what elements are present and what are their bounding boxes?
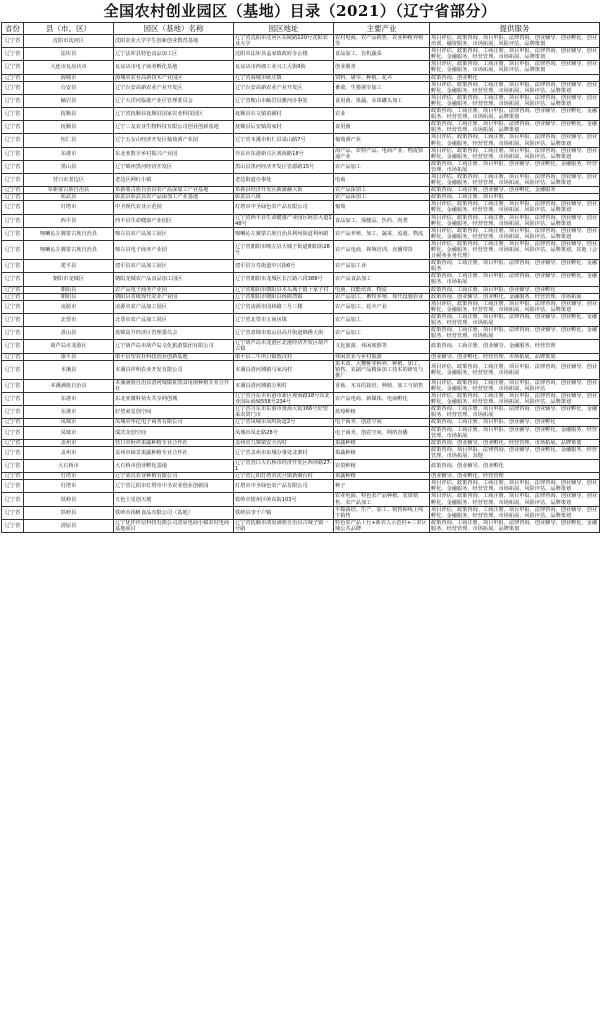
park-name-cell: 辽宁五女山经济开发区葡萄酒产业园 xyxy=(114,134,234,147)
table-row xyxy=(2,240,600,259)
park-name-cell: 喀左县电子商务产业园 xyxy=(114,240,234,259)
county-cell: 凤城市 xyxy=(24,426,114,439)
table-row xyxy=(2,406,600,419)
services-cell: 项目评估、政策咨询、工商注册、项目申报、法律咨询、创业辅导、创业孵化、金融服务、经营管理、市场拓展、风险评估、品牌策划 xyxy=(430,493,600,506)
province-cell: 辽宁省 xyxy=(2,227,24,240)
province-cell: 辽宁省 xyxy=(2,147,24,160)
county-cell: 朝阳市龙城区 xyxy=(24,273,114,286)
services-cell: 政策咨询、工商注册、项目申报、创业辅导、创业孵化 xyxy=(430,286,600,293)
park-name-cell: 沈阳农业大学学生创新创业教育基地 xyxy=(114,35,234,48)
county-cell: 朝阳县 xyxy=(24,293,114,300)
county-cell: 盘山县 xyxy=(24,327,114,340)
services-cell: 政策咨询、工商注册、项目申报 xyxy=(430,194,600,201)
services-cell: 项目评估、政策咨询、工商注册、项目申报、法律咨询、创业辅导、创业孵化、金融服务、经营管理、市场拓展、风险评估、品牌策划 xyxy=(430,201,600,214)
services-cell: 项目评估、政策咨询、工商注册、项目申报、法律咨询、创业辅导、创业孵化、金融服务、经营管理、市场拓展、品牌策划 xyxy=(430,48,600,61)
table-row xyxy=(2,74,600,81)
address-cell: 盖州市九寨镇安全沟村 xyxy=(234,439,334,446)
address-cell: 抚顺县石文镇苗圃村 xyxy=(234,108,334,121)
address-cell: 本溪县清河城镇马家沟村 xyxy=(234,360,334,379)
park-name-cell: 彰武县彰武县农产品深加工产业基地 xyxy=(114,194,234,201)
services-cell: 项目评估、政策咨询、工商注册、项目申报、法律咨询、创业辅导、创业孵化、金融服务、经营管理、市场拓展、风险评估、品牌策划 xyxy=(430,147,600,160)
table-row xyxy=(2,293,600,300)
address-cell: 丹东市东港新兴区观海路18号 xyxy=(234,147,334,160)
services-cell: 政策咨询、工商注册、项目申报、法律咨询、创业辅导、创业孵化、金融服务、经营管理、市场拓展、品牌策划 xyxy=(430,121,600,134)
province-cell: 辽宁省 xyxy=(2,519,24,532)
table-row xyxy=(2,194,600,201)
services-cell: 政策咨询、创业辅导、创业孵化 xyxy=(430,460,600,473)
province-cell: 辽宁省 xyxy=(2,74,24,81)
address-cell: 辽宁省海城市耿庄镇 xyxy=(234,74,334,81)
table-row xyxy=(2,480,600,493)
address-cell: 本溪县清河城镇万利村 xyxy=(234,379,334,392)
industry-cell: 农产品加工、花卉产业 xyxy=(334,300,430,313)
park-name-cell: 中圣现代农业示范园 xyxy=(114,201,234,214)
services-cell: 政策咨询、工商注册、创业辅导、金融服务、经营管理 xyxy=(430,340,600,353)
services-cell: 项目评估、政策咨询、工商注册、项目申报、法律咨询、创业辅导、创业孵化、金融服务、经营管理、市场拓展、风险评估、品牌策划 xyxy=(430,134,600,147)
province-cell: 辽宁省 xyxy=(2,48,24,61)
table-row xyxy=(2,493,600,506)
county-cell: 铁岭县 xyxy=(24,493,114,506)
county-cell: 康平县 xyxy=(24,353,114,360)
industry-cell: 畜禽、生猪屠宰加工 xyxy=(334,81,430,94)
table-row xyxy=(2,35,600,48)
park-name-cell: 本溪满族自治县清河城镇祉凯食用菌种植专业合作社 xyxy=(114,379,234,392)
park-name-cell: 康平县望农社科技创业创新基地 xyxy=(114,353,234,360)
industry-cell: 休闲农业与乡村旅游 xyxy=(334,353,430,360)
table-row xyxy=(2,313,600,326)
column-header: 省份 xyxy=(2,23,24,35)
table-row xyxy=(2,227,600,240)
county-cell: 葫芦岛市龙港区 xyxy=(24,340,114,353)
table-row xyxy=(2,506,600,519)
industry-cell: 食用菌、果蔬、水果罐头加工 xyxy=(334,94,430,107)
industry-cell: 电商 xyxy=(334,173,430,186)
services-cell: 政策咨询、项目申报、法律咨询、创业辅导、创业孵化、金融服务、经营管理、市场拓展、其他 xyxy=(430,446,600,459)
industry-cell: 食品加工、保健品、医药、肉类 xyxy=(334,214,430,227)
address-cell: 辽宁葫芦岛市龙港区北港经济开发区葫芦古镇 xyxy=(234,340,334,353)
services-cell: 政策咨询、工商注册、项目申报、法律咨询、创业辅导、创业孵化、金融服务、经营管理、市场拓展、品牌策划 xyxy=(430,519,600,532)
services-cell: 政策咨询、工商注册、项目申报、法律咨询、创业辅导、创业孵化、金融服务、市场拓展 xyxy=(430,273,600,286)
address-cell: 灯塔市中圣绿色农产品有限公司 xyxy=(234,201,334,214)
address-cell: 辽宁省辽阳灯塔市沈旦镇新烟台村 xyxy=(234,473,334,480)
address-cell: 建平县万寿街道中兴街6号 xyxy=(234,260,334,273)
column-header: 园区地址 xyxy=(234,23,334,35)
county-cell: 凌源市 xyxy=(24,300,114,313)
address-cell: 辽宁省凤城市凤鸣街道2号 xyxy=(234,419,334,426)
table-row xyxy=(2,379,600,392)
table-row xyxy=(2,327,600,340)
park-name-cell: 辽宁大洋河临港产业区管理委员会 xyxy=(114,94,234,107)
county-cell: 朝阳县 xyxy=(24,286,114,293)
province-cell: 辽宁省 xyxy=(2,300,24,313)
county-cell: 灯塔市 xyxy=(24,201,114,214)
park-name-cell: 辽宁省抚顺县抚顺县国家农业科技园区 xyxy=(114,108,234,121)
table-row xyxy=(2,260,600,273)
header-row xyxy=(2,23,600,35)
province-cell: 辽宁省 xyxy=(2,360,24,379)
address-cell: 喀喇沁左翼蒙古族自治县利州街道利州路 xyxy=(234,227,334,240)
services-cell: 项目评估、政策咨询、工商注册、项目申报、法律咨询、创业辅导、创业孵化、金融服务、市场拓展、风险评估、品牌策划 xyxy=(430,61,600,74)
province-cell: 辽宁省 xyxy=(2,108,24,121)
park-name-cell: 建平县农产品加工园区 xyxy=(114,260,234,273)
province-cell: 辽宁省 xyxy=(2,134,24,147)
park-name-cell: 营口市阿祥果蔬种植专业合作社 xyxy=(114,439,234,446)
park-name-cell: 辽宁三友农业生物科技有限公司创业创新基地 xyxy=(114,121,234,134)
address-cell: 辽宁台安高新农业产业开发区 xyxy=(234,81,334,94)
county-cell: 铁岭县 xyxy=(24,506,114,519)
table-row xyxy=(2,134,600,147)
services-cell: 项目评估、政策咨询、工商注册、项目申报、法律咨询、创业辅导、创业孵化、金融服务、经营管理、市场拓展、风险评估、品牌策划 xyxy=(430,480,600,493)
services-cell: 政策咨询、工商注册、项目申报、创业辅导、创业孵化、金融服务、经营管理、市场拓展 xyxy=(430,426,600,439)
county-cell: 阜新蒙古族自治县 xyxy=(24,187,114,194)
table-row xyxy=(2,48,600,61)
park-name-cell: 盖州市绿景果蔬种植专业合作社 xyxy=(114,446,234,459)
address-cell: 辽宁省丹东市东港市新区观海路18号东北亚国际商城558号234号 xyxy=(234,393,334,406)
table-row xyxy=(2,273,600,286)
industry-cell: 食用菌 xyxy=(334,121,430,134)
county-cell: 灯塔市 xyxy=(24,480,114,493)
address-cell: 黑山县黑河经济开发区管源路15号 xyxy=(234,160,334,173)
county-cell: 桓仁县 xyxy=(24,134,114,147)
park-name-cell: 凌源市农产品加工园区 xyxy=(114,300,234,313)
services-cell: 政策咨询、创业辅导、创业孵化、金融服务、经营管理、市场拓展 xyxy=(430,293,600,300)
province-cell: 辽宁省 xyxy=(2,187,24,194)
column-header: 园区（基地）名称 xyxy=(114,23,234,35)
table-row xyxy=(2,187,600,194)
address-cell: 沈阳市法库县孟家镇政府办公楼 xyxy=(234,48,334,61)
services-cell: 项目评估、政策咨询、工商注册、项目申报、法律咨询、创业辅导、创业孵化、金融服务、经营管理、市场拓展、风险评估、品牌策划 xyxy=(430,393,600,406)
services-cell: 政策咨询、工商注册、项目申报、法律咨询、创业辅导、创业孵化、金融服务、经营管理、市场拓展、品牌策划 xyxy=(430,108,600,121)
industry-cell: 农产品加工 xyxy=(334,313,430,326)
province-cell: 辽宁省 xyxy=(2,173,24,186)
province-cell: 辽宁省 xyxy=(2,35,24,48)
county-cell: 大连市瓦房店市 xyxy=(24,61,114,74)
table-row xyxy=(2,121,600,134)
county-cell: 本溪县 xyxy=(24,360,114,379)
table-row xyxy=(2,360,600,379)
county-cell: 海城市 xyxy=(24,74,114,81)
park-name-cell: 东北亚微科快火共享网创城 xyxy=(114,393,234,406)
province-cell: 辽宁省 xyxy=(2,293,24,300)
industry-cell: 电子商务、创意空间 xyxy=(334,419,430,426)
table-row xyxy=(2,353,600,360)
services-cell: 政策咨询、创业孵化 xyxy=(430,74,600,81)
services-cell: 政策咨询、工商注册、创业辅导、创业孵化、金融服务 xyxy=(430,187,600,194)
industry-cell: 特色农产品上行+新农人示范村+三农区域公共品牌 xyxy=(334,519,430,532)
park-name-cell: 喀左县农产品加工园区 xyxy=(114,227,234,240)
table-row xyxy=(2,419,600,426)
province-cell: 辽宁省 xyxy=(2,94,24,107)
county-cell: 沈阳市沈河区 xyxy=(24,35,114,48)
province-cell: 辽宁省 xyxy=(2,313,24,326)
address-cell: 灯塔市中圣绿色农产品有限公司 xyxy=(234,480,334,493)
industry-cell: 电子商务、创意空间、网络直播 xyxy=(334,426,430,439)
services-cell: 项目评估、政策咨询、工商注册、项目申报、法律咨询、创业辅导、创业孵化、金融服务、经营管理、市场拓展、风险评估、品牌策划 xyxy=(430,214,600,227)
services-cell: 项目评估、政策咨询、工商注册、项目申报、法律咨询、创业辅导、创业孵化、金融服务、经营管理、市场拓展、风险评估、品牌策划 xyxy=(430,94,600,107)
table-row xyxy=(2,519,600,532)
park-name-cell: 海城市农业高新技术产业园区 xyxy=(114,74,234,81)
park-name-cell: 西丰县生命健康产业园区 xyxy=(114,214,234,227)
industry-cell: 平榛栽培、生产、加工、销售和线上线下销售 xyxy=(334,506,430,519)
industry-cell: 农业电商、特色农产品种植、农资销售、农产品加工 xyxy=(334,493,430,506)
services-cell: 创业辅导、创业孵化、经营管理、市场拓展、品牌策划 xyxy=(430,353,600,360)
industry-cell: 果木苗、大樱桃等种养、种植、加工、销售、农副产品精深加工技术的研发与推广 xyxy=(334,360,430,379)
table-row xyxy=(2,473,600,480)
industry-cell: 果蔬种植 xyxy=(334,446,430,459)
province-cell: 辽宁省 xyxy=(2,506,24,519)
address-cell: 辽宁省鞍山市岫岩县雅河办事处 xyxy=(234,94,334,107)
address-cell: 辽宁省营口大石桥市经济开发区西环路27-1 xyxy=(235,460,332,473)
address-cell: 辽宁省朝阳市龙城区长江路六段388号 xyxy=(234,273,334,286)
address-cell: 辽宁省本溪市桓仁县泉山路7号 xyxy=(234,134,334,147)
address-cell: 辽宁省丹东市东港市黄海大街166号好望来农资门市 xyxy=(234,406,334,419)
table-row xyxy=(2,214,600,227)
address-cell: 辽宁省北票市五间房镇 xyxy=(234,313,334,326)
park-name-cell: 瓦房店市电子商务孵化基地 xyxy=(114,61,234,74)
address-cell: 辽宁省西丰县生命健康产业园区阿拉大道148号 xyxy=(235,214,332,227)
province-cell: 辽宁省 xyxy=(2,493,24,506)
park-name-cell: 辽宁省辽阳市灯塔市中圣农业创业创新园 xyxy=(114,480,234,493)
park-name-cell: 辽宁葫芦岛市葫芦岛文化旅游集团有限公司 xyxy=(114,340,234,353)
services-cell: 政策咨询、创业辅导、创业孵化、经营管理、市场拓展、品牌策划 xyxy=(430,439,600,446)
county-cell: 大石桥市 xyxy=(24,460,114,473)
county-cell: 抚顺县 xyxy=(24,108,114,121)
industry-cell: 农产品加工业 xyxy=(334,260,430,273)
table-row xyxy=(2,173,600,186)
industry-cell: 葡萄 xyxy=(334,201,430,214)
county-cell: 北票市 xyxy=(24,313,114,326)
park-name-cell: 五色土星创天地 xyxy=(114,493,234,506)
industry-cell: 果蔬种植 xyxy=(334,473,430,480)
table-row xyxy=(2,81,600,94)
industry-cell: 果蔬种植 xyxy=(334,439,430,446)
park-name-cell: 农产品电子商务产业园 xyxy=(114,286,234,293)
park-name-cell: 辽宁台安高新农业产业开发区 xyxy=(114,81,234,94)
address-cell: 辽宁省盖州市东城办事处北寨村 xyxy=(234,446,334,459)
column-header: 提供服务 xyxy=(430,23,600,35)
services-cell: 政策咨询、工商注册、项目申报、法律咨询、创业辅导、创业孵化、金融服务、经营管理、市场拓展 xyxy=(430,406,600,419)
park-name-cell: 大石桥市创业孵化基地 xyxy=(114,460,234,473)
industry-cell: 农资种植 xyxy=(334,460,430,473)
province-cell: 辽宁省 xyxy=(2,480,24,493)
services-cell: 项目评估、政策咨询、工商注册、项目申报、法律咨询、创业辅导、创业孵化、金融服务、经营管理、市场拓展、风险评估、品牌策划 xyxy=(430,81,600,94)
park-directory-table xyxy=(1,22,600,533)
address-cell: 辽宁省沈阳市沈河区东陵路120号沈阳农业大学 xyxy=(234,35,334,48)
county-cell: 黑山县 xyxy=(24,160,114,173)
industry-cell: 种子 xyxy=(334,480,430,493)
province-cell: 辽宁省 xyxy=(2,327,24,340)
address-cell: 铁岭县李千户镇 xyxy=(234,506,334,519)
services-cell: 政策咨询、工商注册、项目申报、法律咨询、创业辅导、创业孵化、金融服务、经营管理、市场拓展 xyxy=(430,313,600,326)
services-cell: 项目评估、政策咨询、工商注册、项目申报、法律咨询、创业辅导、创业孵化、金融服务、经营管理、市场拓展、风险评估、品牌策划 xyxy=(430,227,600,240)
table-row xyxy=(2,147,600,160)
column-header: 县（市、区） xyxy=(24,23,114,35)
county-cell: 东港市 xyxy=(24,406,114,419)
industry-cell: 农业 xyxy=(334,108,430,121)
industry-cell: 农产品加工、畜牧养殖、现代设施农业 xyxy=(334,293,430,300)
province-cell: 辽宁省 xyxy=(2,273,24,286)
county-cell: 抚顺县 xyxy=(24,121,114,134)
province-cell: 辽宁省 xyxy=(2,201,24,214)
province-cell: 辽宁省 xyxy=(2,286,24,293)
county-cell: 喀喇沁左翼蒙古族自治县 xyxy=(24,227,114,240)
park-name-cell: 朝阳龙城农产品食品加工园区 xyxy=(114,273,234,286)
industry-cell: 农产品电商、视频培训、直播带货 xyxy=(334,240,430,259)
park-name-cell: 本溪县祥明农业开发有限公司 xyxy=(114,360,234,379)
address-cell: 辽宁省抚顺市清原满族自治县古城子镇一号路 xyxy=(234,519,334,532)
industry-cell: 食品加工、有机蔬菜 xyxy=(334,48,430,61)
park-name-cell: 辽宁荣昌农业种植有限公司 xyxy=(114,473,234,480)
province-cell: 辽宁省 xyxy=(2,446,24,459)
county-cell: 岫岩县 xyxy=(24,94,114,107)
industry-cell: 农产品加工 xyxy=(334,327,430,340)
county-cell: 盖州市 xyxy=(24,446,114,459)
industry-cell: 农产品加工 xyxy=(334,160,430,173)
table-row xyxy=(2,439,600,446)
services-cell: 项目评估、政策咨询、工商注册、项目申报、法律咨询、创业辅导、创业孵化、金融服务、经营管理、市场拓展、风险评估 xyxy=(430,379,600,392)
services-cell: 项目评估、政策咨询、项目申报、法律咨询、创业辅导、创业孵化、创业培训、融资服务、市场拓展、风险评估、品牌策划 xyxy=(430,35,600,48)
services-cell: 项目评估、政策咨询、工商注册、项目申报、法律咨询、创业辅导、创业孵化、金融服务、经营管理、市场拓展 xyxy=(430,360,600,379)
park-name-cell: 朝阳县省级现代农业产业园 xyxy=(114,293,234,300)
services-cell: 政策咨询、工商注册、项目申报、创业辅导、创业孵化 xyxy=(430,419,600,426)
services-cell: 政策咨询、工商注册、项目申报、创业辅导、创业孵化、金融服务、经营管理、市场拓展 xyxy=(430,160,600,173)
address-cell: 抚顺县后安镇周家村 xyxy=(234,121,334,134)
industry-cell: 农产品深加工 xyxy=(334,187,430,194)
services-cell: 项目评估、政策咨询、工商注册、项目申报、法律咨询、创业辅导、创业孵化、金融服务、经营管理、市场拓展、风险评估、品牌策划、其他（会计税务业务代理） xyxy=(430,240,600,259)
industry-cell: 农产品养殖、加工、蔬菜、流通、物流 xyxy=(334,227,430,240)
industry-cell: 农产品深加工 xyxy=(334,194,430,201)
park-name-cell: 铁岭市扬帆食品有限公司（基地） xyxy=(114,506,234,519)
table-row xyxy=(2,460,600,473)
table-row xyxy=(2,61,600,74)
address-cell: 辽宁省朝阳市朝阳县杨树湾镇 xyxy=(234,293,334,300)
address-cell: 阜新县经济开发区新蒲赫大街 xyxy=(234,187,334,194)
province-cell: 辽宁省 xyxy=(2,353,24,360)
county-cell: 灯塔市 xyxy=(24,473,114,480)
industry-cell: 饲料、屠宰、种植、花卉 xyxy=(334,74,430,81)
province-cell: 辽宁省 xyxy=(2,160,24,173)
province-cell: 辽宁省 xyxy=(2,240,24,259)
table-row xyxy=(2,340,600,353)
table-body xyxy=(2,35,600,533)
table-row xyxy=(2,300,600,313)
industry-cell: 电商、技能培训、物流 xyxy=(334,286,430,293)
county-cell: 彰武县 xyxy=(24,194,114,201)
industry-cell: 创业服务 xyxy=(334,61,430,74)
table-row xyxy=(2,426,600,439)
industry-cell: 农产品电商、新媒体、电商孵化 xyxy=(334,393,430,406)
industry-cell: 蓝莓种植 xyxy=(334,406,430,419)
county-cell: 建平县 xyxy=(24,260,114,273)
province-cell: 辽宁省 xyxy=(2,439,24,446)
table-row xyxy=(2,108,600,121)
park-name-cell: 东北亚数字乡村振兴产业园 xyxy=(114,147,234,160)
table-row xyxy=(2,94,600,107)
column-header: 主要产业 xyxy=(334,23,430,35)
address-cell: 铁岭市银州区岭东街103号 xyxy=(234,493,334,506)
province-cell: 辽宁省 xyxy=(2,460,24,473)
province-cell: 辽宁省 xyxy=(2,473,24,480)
county-cell: 本溪满族自治县 xyxy=(24,379,114,392)
address-cell: 辽宁省凌源市园林路二号三楼 xyxy=(234,300,334,313)
table-row xyxy=(2,446,600,459)
county-cell: 盖州市 xyxy=(24,439,114,446)
park-name-cell: 瑞沃众创空间 xyxy=(114,426,234,439)
province-cell: 辽宁省 xyxy=(2,194,24,201)
county-cell: 法库县 xyxy=(24,48,114,61)
page-title: 全国农村创业园区（基地）目录（2021）（辽宁省部分） xyxy=(103,2,497,20)
park-name-cell: 老边区网红小镇 xyxy=(114,173,234,186)
services-cell: 项目评估、政策咨询、工商注册、项目申报、法律咨询、创业辅导、创业孵化、金融服务、经营管理、市场拓展、风险评估、品牌策划 xyxy=(430,300,600,313)
park-name-cell: 盘锦高升经济区管理委员会 xyxy=(114,327,234,340)
park-name-cell: 凤城市华亿电子商务有限公司 xyxy=(114,419,234,426)
address-cell: 凤城市凤北路28号 xyxy=(234,426,334,439)
services-cell: 政策咨询、工商注册、项目申报、法律咨询、创业辅导、创业孵化、金融服务 xyxy=(430,260,600,273)
services-cell: 政策咨询、工商注册、项目申报、法律咨询、创业辅导、创业孵化、金融服务、经营管理、市场拓展 xyxy=(430,327,600,340)
industry-cell: 海产品、农特产品、电商产业、物流快递产业 xyxy=(334,147,430,160)
province-cell: 辽宁省 xyxy=(2,393,24,406)
park-name-cell: 辽宁优伴佳信科技有限公司清原电商小镇农村电商基地项目 xyxy=(114,519,234,532)
province-cell: 辽宁省 xyxy=(2,406,24,419)
county-cell: 西丰县 xyxy=(24,214,114,227)
county-cell: 凤城市 xyxy=(24,419,114,426)
county-cell: 清原县 xyxy=(24,519,114,532)
industry-cell: 农产品食品加工 xyxy=(334,273,430,286)
province-cell: 辽宁省 xyxy=(2,340,24,353)
province-cell: 辽宁省 xyxy=(2,61,24,74)
services-cell: 创业辅导、创业孵化、经营管理 xyxy=(430,473,600,480)
county-cell: 台安县 xyxy=(24,81,114,94)
services-cell: 项目评估、政策咨询、工商注册、项目申报、法律咨询、创业辅导、创业孵化、金融服务、经营管理、市场拓展、风险评估、品牌策划 xyxy=(430,173,600,186)
industry-cell: 葡萄酒产业 xyxy=(334,134,430,147)
province-cell: 辽宁省 xyxy=(2,426,24,439)
province-cell: 辽宁省 xyxy=(2,260,24,273)
industry-cell: 文化旅游、休闲度假等 xyxy=(334,340,430,353)
table-row xyxy=(2,286,600,293)
address-cell: 辽宁省盘锦市盘山县高升街道锦绣大街 xyxy=(234,327,334,340)
industry-cell: 香菇、木耳的栽培、种植、加工与销售 xyxy=(334,379,430,392)
province-cell: 辽宁省 xyxy=(2,214,24,227)
province-cell: 辽宁省 xyxy=(2,81,24,94)
park-name-cell: 好望来星创空间 xyxy=(114,406,234,419)
park-name-cell: 辽宁法库县特色食品加工区 xyxy=(114,48,234,61)
table-row xyxy=(2,393,600,406)
address-cell: 老边街道办事处 xyxy=(234,173,334,186)
park-name-cell: 辽宁锦州黑河经济开发区 xyxy=(114,160,234,173)
address-cell: 辽宁省朝阳市喀左县大城子街道朝阳街28号 xyxy=(234,240,334,259)
county-cell: 东港市 xyxy=(24,147,114,160)
province-cell: 辽宁省 xyxy=(2,379,24,392)
industry-cell: 农村电商、农产品销售、农业种植养殖等 xyxy=(334,35,430,48)
address-cell: 瓦房店市西郊工业兴工大街9街 xyxy=(234,61,334,74)
table-row xyxy=(2,201,600,214)
park-name-cell: 阜新蒙古族自治县农产品深加工产业基地 xyxy=(114,187,234,194)
county-cell: 喀喇沁左翼蒙古族自治县 xyxy=(24,240,114,259)
province-cell: 辽宁省 xyxy=(2,121,24,134)
table-row xyxy=(2,160,600,173)
address-cell: 辽宁省朝阳市朝阳县木头城子镇十家子村 xyxy=(234,286,334,293)
address-cell: 康平县二牛所口镇敖汉村 xyxy=(234,353,334,360)
province-cell: 辽宁省 xyxy=(2,419,24,426)
park-name-cell: 北票市农产品加工园区 xyxy=(114,313,234,326)
services-cell: 项目评估、政策咨询、工商注册、项目申报、法律咨询、创业辅导、创业孵化、金融服务、经营管理、市场拓展、风险评估、品牌策划 xyxy=(430,506,600,519)
county-cell: 东港市 xyxy=(24,393,114,406)
address-cell: 彰武县六镇 xyxy=(234,194,334,201)
county-cell: 营口市老边区 xyxy=(24,173,114,186)
